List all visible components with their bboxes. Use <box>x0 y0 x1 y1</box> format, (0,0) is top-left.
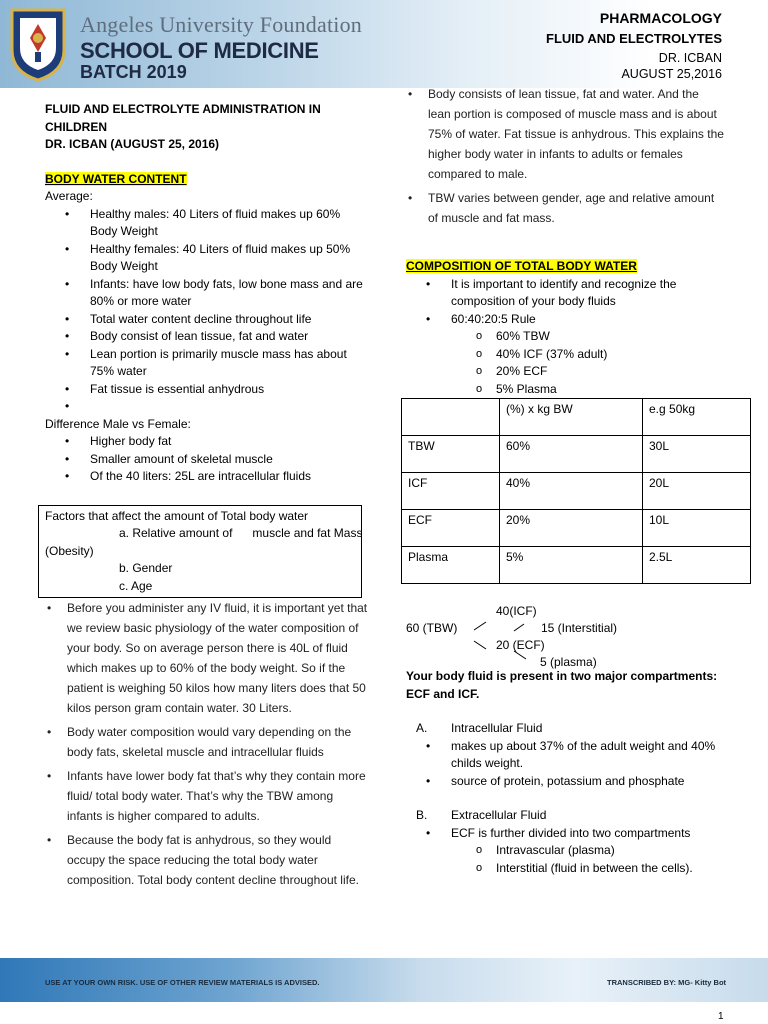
footer-transcriber: TRANSCRIBED BY: MG- Kitty Bot <box>607 978 727 987</box>
diagram-icf: 40(ICF) <box>496 604 537 618</box>
factor-a-cont: (Obesity) <box>45 543 94 558</box>
factors-box <box>38 505 362 599</box>
sub-list-item: o 5% Plasma <box>406 381 724 399</box>
composition-list <box>406 276 724 329</box>
school-name: SCHOOL OF MEDICINE <box>80 38 319 63</box>
university-seal-icon <box>6 6 70 82</box>
table-cell: 60% <box>500 436 643 473</box>
sub-list-item: o 40% ICF (37% adult) <box>406 346 724 364</box>
list-item: • ECF is further divided into two compartments <box>406 825 724 843</box>
difference-list <box>45 433 370 486</box>
table-header-row <box>402 399 751 436</box>
icf-list <box>406 738 724 791</box>
rule-sublist <box>406 328 724 398</box>
average-label: Average: <box>45 189 93 203</box>
list-item: • Body consist of lean tissue, fat and water <box>45 328 370 346</box>
lecture-date: AUGUST 25,2016 <box>621 67 722 81</box>
table-header: (%) x kg BW <box>500 399 643 436</box>
page-number: 1 <box>718 1011 724 1022</box>
list-item-empty <box>45 398 370 416</box>
table-cell: 10L <box>643 510 751 547</box>
list-item: • Healthy males: 40 Liters of fluid makes up 60% Body Weight <box>45 206 370 241</box>
diagram-branch-lines <box>466 613 556 663</box>
table-cell: ICF <box>402 473 500 510</box>
doc-title-line-2: CHILDREN <box>45 119 107 134</box>
table-cell: 40% <box>500 473 643 510</box>
fluid-split-diagram <box>406 603 724 668</box>
section-a-title: Intracellular Fluid <box>451 721 543 735</box>
sub-list-item: o 60% TBW <box>406 328 724 346</box>
subject-title: PHARMACOLOGY <box>599 10 722 26</box>
table-cell: ECF <box>402 510 500 547</box>
factor-a: a. Relative amount of muscle and fat Mass <box>119 526 363 540</box>
list-item: • source of protein, potassium and phosphate <box>406 773 724 791</box>
list-item: • Infants: have low body fats, low bone mass and are 80% or more water <box>45 276 370 311</box>
lecture-notes-list <box>45 598 370 890</box>
diagram-ecf: 20 (ECF) <box>496 638 545 652</box>
list-item: • Because the body fat is anhydrous, so they would occupy the space reducing the total body water composition. Total body content decline throughout life. <box>45 830 370 890</box>
lecturer-name: DR. ICBAN <box>658 51 722 65</box>
section-b-label: B. <box>416 808 428 822</box>
diagram-plasma: 5 (plasma) <box>540 655 597 669</box>
section-heading-composition: COMPOSITION OF TOTAL BODY WATER <box>406 259 637 273</box>
left-column <box>45 101 370 894</box>
table-cell: 5% <box>500 547 643 584</box>
average-list <box>45 206 370 416</box>
list-item: • 60:40:20:5 Rule <box>406 311 724 329</box>
section-heading-body-water: BODY WATER CONTENT <box>45 171 187 186</box>
doc-title-line-3: DR. ICBAN (AUGUST 25, 2016) <box>45 137 220 151</box>
list-item: • Total water content decline throughout life <box>45 311 370 329</box>
table-cell: 2.5L <box>643 547 751 584</box>
right-column <box>406 84 724 877</box>
list-item: • Body water composition would vary depending on the body fats, skeletal muscle and intracellular fluids <box>45 722 370 762</box>
list-item: • Lean portion is primarily muscle mass has about 75% water <box>45 346 370 381</box>
ecf-list <box>406 825 724 843</box>
batch-label: BATCH 2019 <box>80 62 187 82</box>
difference-label: Difference Male vs Female: <box>45 416 191 431</box>
table-header <box>402 399 500 436</box>
ecf-sublist <box>406 842 724 877</box>
topic-title: FLUID AND ELECTROLYTES <box>546 31 722 46</box>
list-item: • TBW varies between gender, age and relative amount of muscle and fat mass. <box>406 188 724 228</box>
sub-list-item: o Interstitial (fluid in between the cells). <box>406 860 724 878</box>
compartments-text: Your body fluid is present in two major compartments: ECF and ICF. <box>406 669 718 701</box>
table-cell: 20% <box>500 510 643 547</box>
section-a-label: A. <box>416 721 428 735</box>
factor-c: c. Age <box>119 578 153 593</box>
table-row <box>402 473 751 510</box>
fluid-table <box>401 398 751 584</box>
list-item: • Before you administer any IV fluid, it is important yet that we review basic physiology of the water composition of your body. So on average person there is 40L of fluid which makes up to 60% of the body weight. So if the patient is weighing 50 kilos how many liters does that 50 kilos person gram contain water. 30 Liters. <box>45 598 370 718</box>
diagram-interstitial: 15 (Interstitial) <box>541 621 618 635</box>
list-item: • It is important to identify and recognize the composition of your body fluids <box>406 276 724 311</box>
table-cell: Plasma <box>402 547 500 584</box>
factor-b: b. Gender <box>119 561 173 575</box>
sub-list-item: o 20% ECF <box>406 363 724 381</box>
university-name: Angeles University Foundation <box>80 12 362 37</box>
table-header: e.g 50kg <box>643 399 751 436</box>
list-item: • Infants have lower body fat that’s why they contain more fluid/ total body water. That’s why the TBW among infants is higher compared to adults. <box>45 766 370 826</box>
list-item: • Body consists of lean tissue, fat and water. And the lean portion is composed of muscle mass and is about 75% of water. Fat tissue is anhydrous. This explains the higher body water in infants to adults or females compared to male. <box>406 84 724 184</box>
table-cell: 30L <box>643 436 751 473</box>
table-cell: TBW <box>402 436 500 473</box>
footer-disclaimer: USE AT YOUR OWN RISK. USE OF OTHER REVIEW MATERIALS IS ADVISED. <box>45 978 320 987</box>
doc-title-line-1: FLUID AND ELECTROLYTE ADMINISTRATION IN <box>45 102 321 116</box>
section-b-title: Extracellular Fluid <box>451 808 547 822</box>
top-notes-list <box>406 84 724 228</box>
list-item: • Smaller amount of skeletal muscle <box>45 451 370 469</box>
table-row <box>402 547 751 584</box>
list-item: • Of the 40 liters: 25L are intracellular fluids <box>45 468 370 486</box>
sub-list-item: o Intravascular (plasma) <box>406 842 724 860</box>
list-item: • Healthy females: 40 Liters of fluid makes up 50% Body Weight <box>45 241 370 276</box>
table-row <box>402 436 751 473</box>
table-row <box>402 510 751 547</box>
diagram-tbw: 60 (TBW) <box>406 621 458 635</box>
table-cell: 20L <box>643 473 751 510</box>
list-item: • Fat tissue is essential anhydrous <box>45 381 370 399</box>
list-item: • Higher body fat <box>45 433 370 451</box>
factors-title: Factors that affect the amount of Total body water <box>45 508 309 523</box>
list-item: • makes up about 37% of the adult weight and 40% childs weight. <box>406 738 724 773</box>
